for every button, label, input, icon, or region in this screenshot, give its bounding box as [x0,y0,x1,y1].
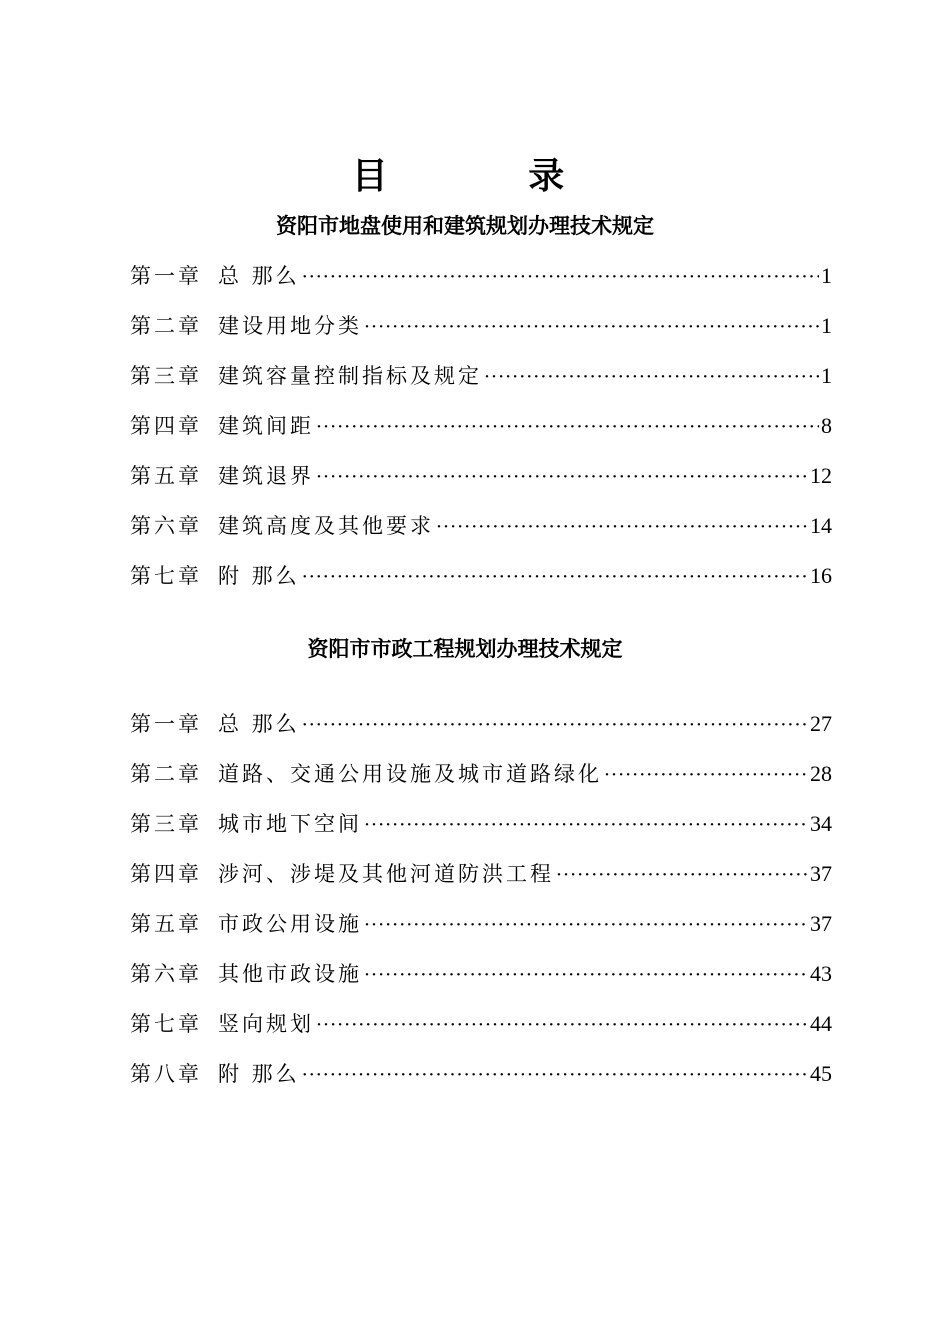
chapter-number: 第二章 [130,762,202,786]
dot-leader [364,957,808,993]
section-title-land-use: 资阳市地盘使用和建筑规划办理技术规定 [276,214,654,238]
dot-leader [436,509,808,545]
page-number: 34 [810,811,832,836]
toc-entry[interactable] [130,856,832,906]
chapter-title: 市政公用设施 [218,912,362,936]
chapter-number: 第三章 [130,364,202,388]
page-number: 1 [821,363,832,388]
toc-entry[interactable] [130,458,832,508]
chapter-title: 道路、交通公用设施及城市道路绿化 [218,762,602,786]
chapter-number: 第七章 [130,1012,202,1036]
dot-leader [302,1057,808,1093]
chapter-title: 其他市政设施 [218,962,362,986]
chapter-title: 建筑间距 [218,414,314,438]
chapter-title: 建筑高度及其他要求 [218,514,434,538]
chapter-title: 总 那么 [218,712,300,736]
chapter-number: 第三章 [130,812,202,836]
page-number: 14 [810,513,832,538]
toc-entry[interactable] [130,706,832,756]
chapter-number: 第四章 [130,414,202,438]
page-number: 45 [810,1061,832,1086]
dot-leader [302,707,808,743]
chapter-title: 竖向规划 [218,1012,314,1036]
dot-leader [302,559,808,595]
page-number: 44 [810,1011,832,1036]
toc-list-municipal [130,706,832,1106]
toc-entry[interactable] [130,408,832,458]
dot-leader [316,459,808,495]
page-number: 1 [821,263,832,288]
section-title-municipal: 资阳市市政工程规划办理技术规定 [307,637,623,661]
page-number: 16 [810,563,832,588]
chapter-number: 第五章 [130,912,202,936]
toc-entry[interactable] [130,308,832,358]
toc-entry[interactable] [130,1006,832,1056]
chapter-title: 城市地下空间 [218,812,362,836]
toc-entry[interactable] [130,1056,832,1106]
toc-list-land-use [130,258,832,608]
dot-leader [484,359,819,395]
page-number: 37 [810,861,832,886]
dot-leader [556,857,808,893]
chapter-number: 第四章 [130,862,202,886]
chapter-number: 第二章 [130,314,202,338]
chapter-title: 附 那么 [218,1062,300,1086]
chapter-number: 第七章 [130,564,202,588]
dot-leader [364,309,819,345]
chapter-number: 第一章 [130,712,202,736]
page-number: 1 [821,313,832,338]
chapter-title: 附 那么 [218,564,300,588]
dot-leader [604,757,808,793]
chapter-number: 第六章 [130,514,202,538]
chapter-number: 第八章 [130,1062,202,1086]
dot-leader [316,409,819,445]
page-number: 43 [810,961,832,986]
chapter-title: 建筑容量控制指标及规定 [218,364,482,388]
toc-entry[interactable] [130,956,832,1006]
toc-entry[interactable] [130,806,832,856]
chapter-title: 涉河、涉堤及其他河道防洪工程 [218,862,554,886]
page-title: 目 录 [351,155,629,197]
chapter-number: 第一章 [130,264,202,288]
toc-entry[interactable] [130,558,832,608]
chapter-number: 第五章 [130,464,202,488]
toc-entry[interactable] [130,756,832,806]
page-number: 27 [810,711,832,736]
dot-leader [364,807,808,843]
toc-entry[interactable] [130,358,832,408]
chapter-number: 第六章 [130,962,202,986]
page-number: 12 [810,463,832,488]
page-number: 8 [821,413,832,438]
dot-leader [302,259,819,295]
toc-entry[interactable] [130,508,832,558]
toc-entry[interactable] [130,258,832,308]
chapter-title: 建筑退界 [218,464,314,488]
dot-leader [316,1007,808,1043]
page-number: 37 [810,911,832,936]
chapter-title: 总 那么 [218,264,300,288]
dot-leader [364,907,808,943]
chapter-title: 建设用地分类 [218,314,362,338]
toc-entry[interactable] [130,906,832,956]
page-number: 28 [810,761,832,786]
